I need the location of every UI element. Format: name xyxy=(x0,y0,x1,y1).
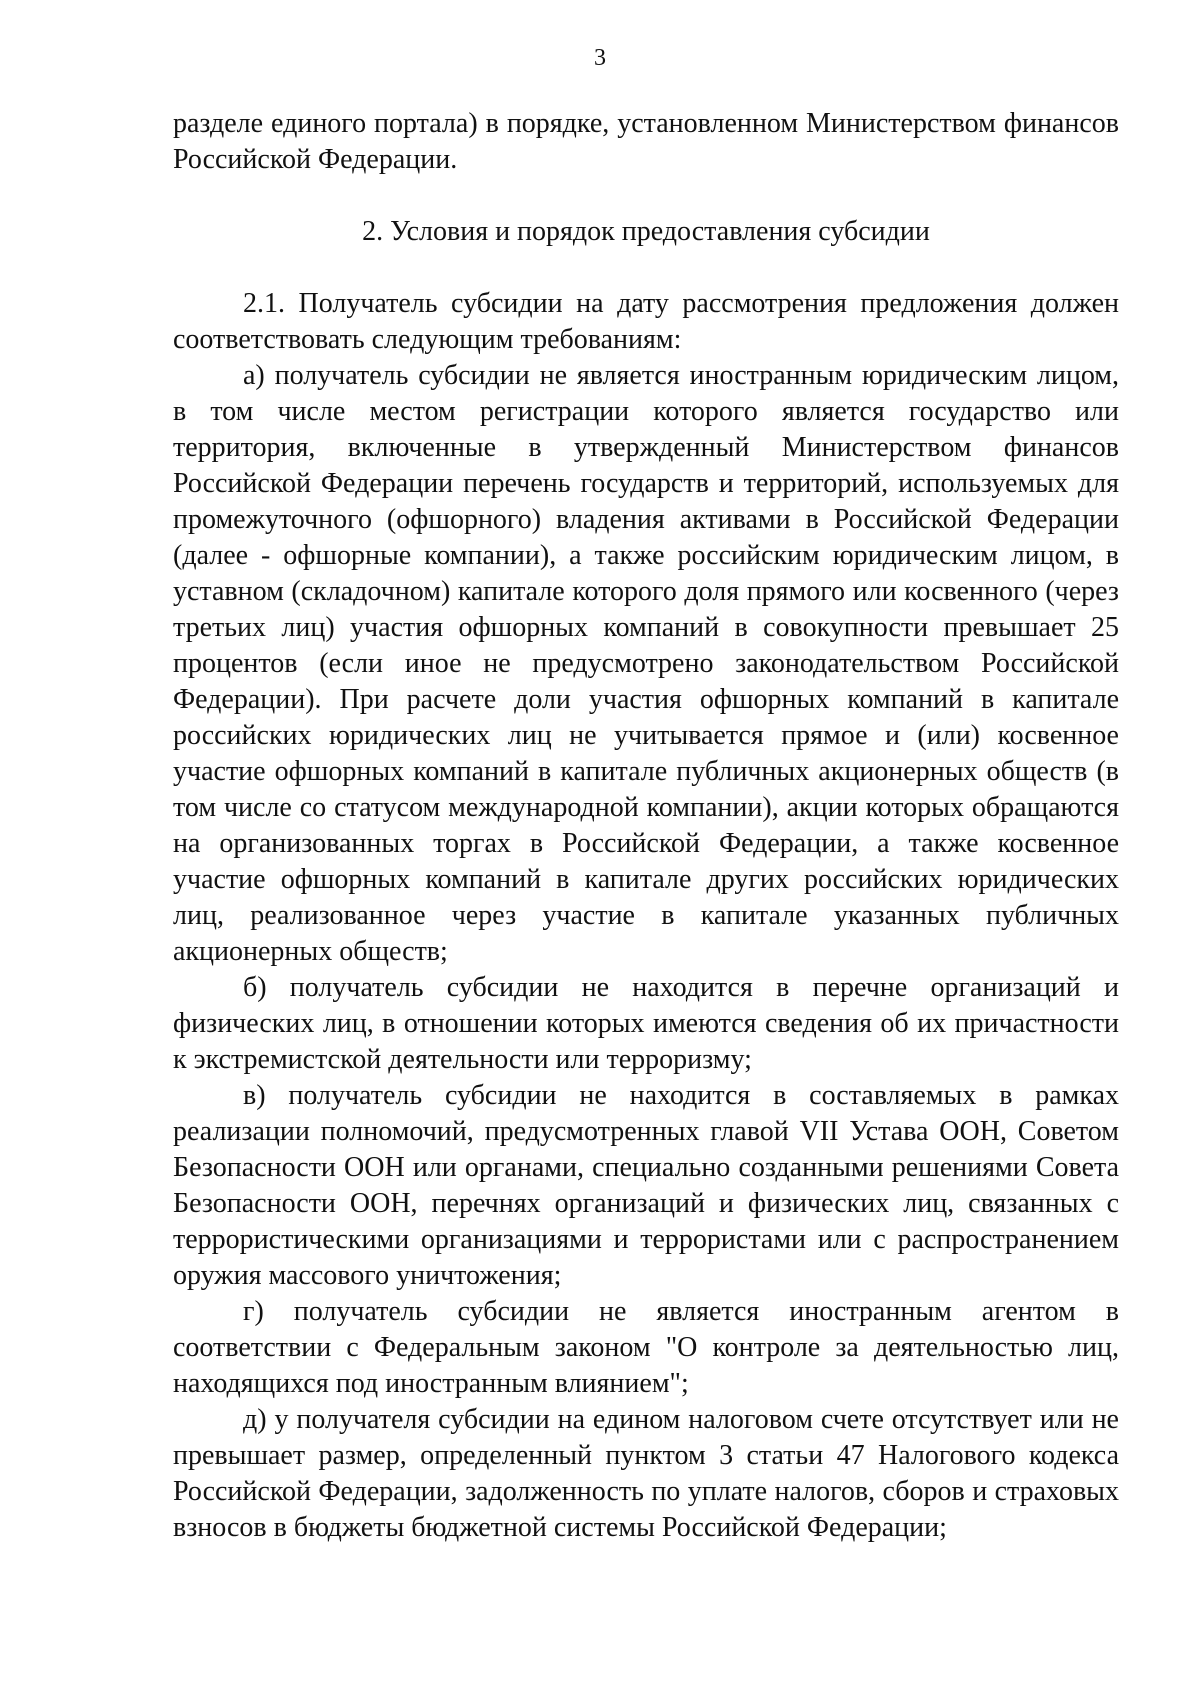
requirement-d-paragraph: д) у получателя субсидии на едином налоговом счете отсутствует или не превышает размер, определенный пунктом 3 статьи 47 Налогового кодекса Российской Федерации, задолженность по уплате налогов, сборов и страховых взносов в бюджеты бюджетной системы Российской Федерации; xyxy=(173,1404,1119,1543)
document-body xyxy=(173,106,1119,1546)
section-title: 2. Условия и порядок предоставления субсидии xyxy=(362,216,930,247)
clause-2-1-paragraph: 2.1. Получатель субсидии на дату рассмотрения предложения должен соответствовать следующим требованиям: xyxy=(173,288,1119,355)
intro-paragraph: разделе единого портала) в порядке, установленном Министерством финансов Российской Федерации. xyxy=(173,108,1119,175)
requirement-a-paragraph: а) получатель субсидии не является иностранным юридическим лицом, в том числе местом регистрации которого является государство или территория, включенные в утвержденный Министерством финансов Российской Федерации перечень государств и территорий, используемых для промежуточного (офшорного) владения активами в Российской Федерации (далее - офшорные компании), а также российским юридическим лицом, в уставном (складочном) капитале которого доля прямого или косвенного (через третьих лиц) участия офшорных компаний в совокупности превышает 25 процентов (если иное не предусмотрено законодательством Российской Федерации). При расчете доли участия офшорных компаний в капитале российских юридических лиц не учитывается прямое и (или) косвенное участие офшорных компаний в капитале публичных акционерных обществ (в том числе со статусом международной компании), акции которых обращаются на организованных торгах в Российской Федерации, а также косвенное участие офшорных компаний в капитале других российских юридических лиц, реализованное через участие в капитале указанных публичных акционерных обществ; xyxy=(173,360,1119,967)
requirement-g-paragraph: г) получатель субсидии не является иностранным агентом в соответствии с Федеральным законом "О контроле за деятельностью лиц, находящихся под иностранным влиянием"; xyxy=(173,1296,1119,1399)
page-number: 3 xyxy=(594,45,606,71)
requirement-b-paragraph: б) получатель субсидии не находится в перечне организаций и физических лиц, в отношении которых имеются сведения об их причастности к экстремистской деятельности или терроризму; xyxy=(173,972,1119,1075)
requirement-v-paragraph: в) получатель субсидии не находится в составляемых в рамках реализации полномочий, предусмотренных главой VII Устава ООН, Советом Безопасности ООН или органами, специально созданными решениями Совета Безопасности ООН, перечнях организаций и физических лиц, связанных с террористическими организациями и террористами или с распространением оружия массового уничтожения; xyxy=(173,1080,1119,1291)
